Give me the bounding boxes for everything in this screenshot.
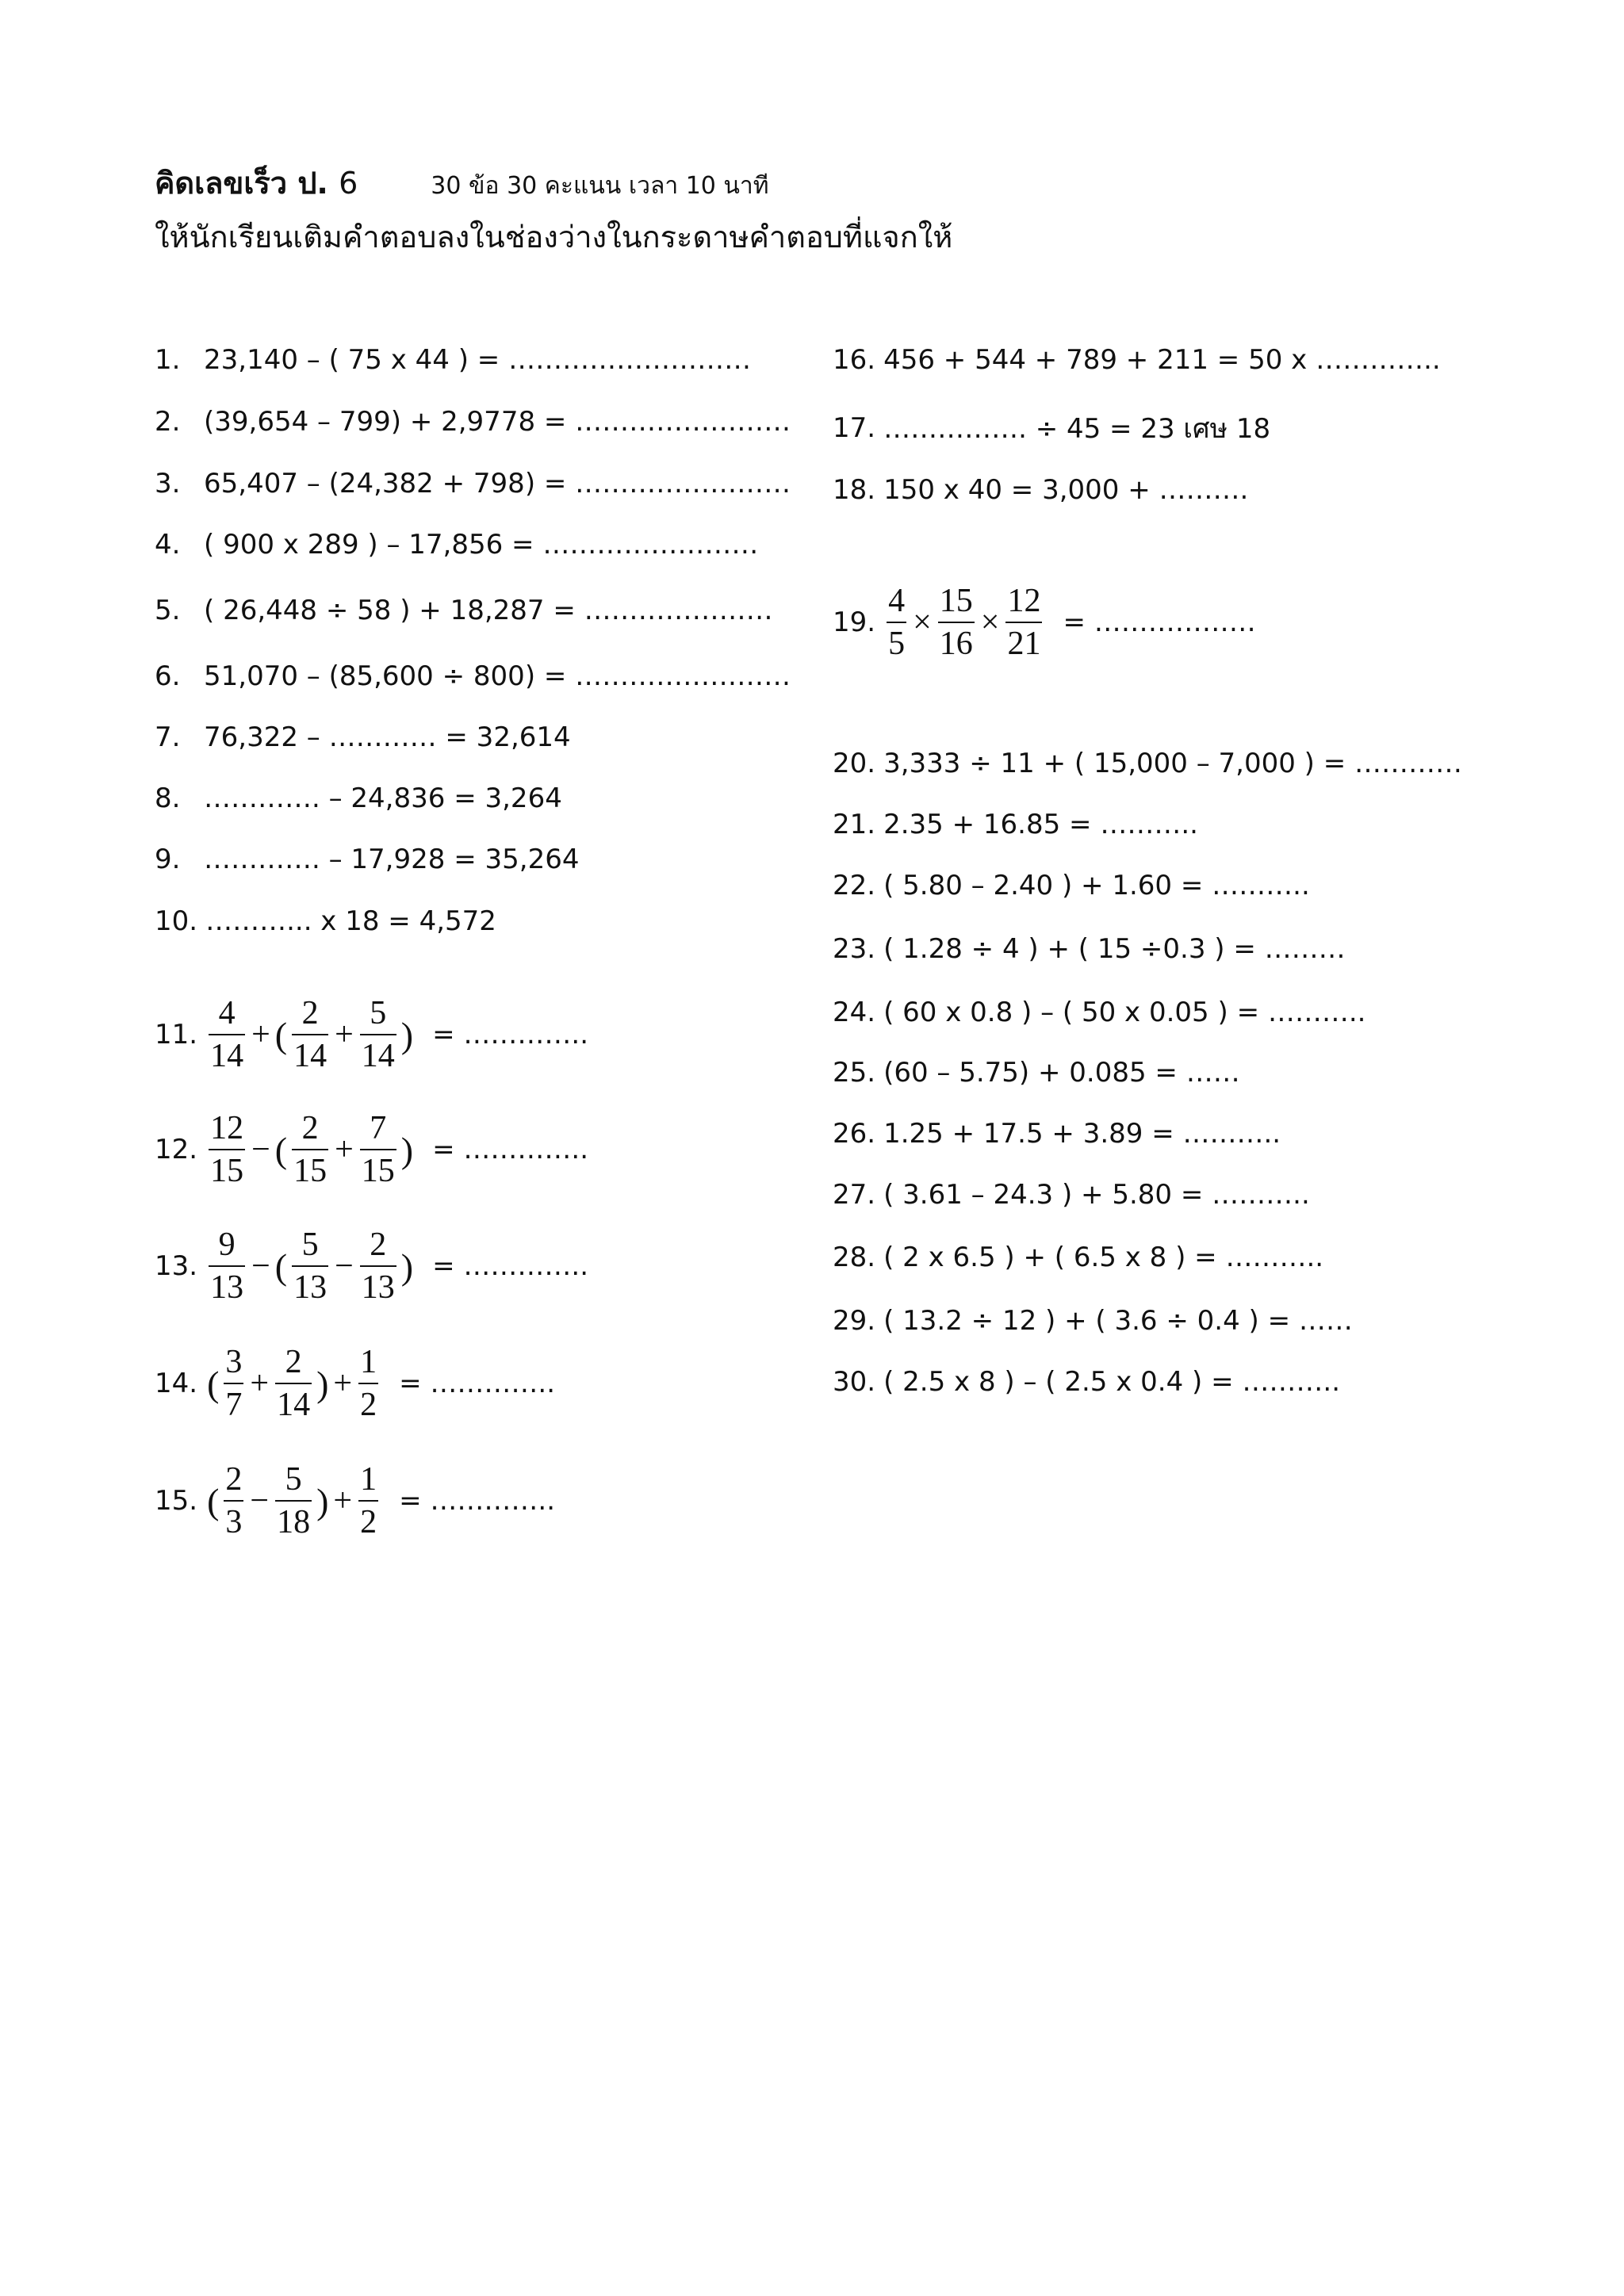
question-number: 15. xyxy=(155,1485,198,1517)
fraction-bar xyxy=(275,1383,312,1384)
question-text: ( 2.5 x 8 ) – ( 2.5 x 0.4 ) = ……….. xyxy=(883,1366,1341,1398)
question-number: 20. xyxy=(833,748,876,779)
question-number: 13. xyxy=(155,1250,198,1282)
title-text: คิดเลขเร็ว ป. xyxy=(155,166,328,201)
question-text: 1.25 + 17.5 + 3.89 = ……….. xyxy=(883,1118,1281,1150)
fraction xyxy=(224,1344,243,1423)
fraction xyxy=(938,583,975,662)
denominator: 13 xyxy=(361,1269,395,1306)
question-number: 4. xyxy=(155,529,181,561)
operator: + xyxy=(333,1365,353,1402)
question-text: ( 26,448 ÷ 58 ) + 18,287 = ………………… xyxy=(204,595,773,626)
numerator: 4 xyxy=(888,582,906,619)
question-number: 6. xyxy=(155,660,181,692)
question-text: 76,322 – ………… = 32,614 xyxy=(204,721,571,753)
question-27 xyxy=(833,1171,1310,1219)
question-9 xyxy=(155,836,579,883)
numerator: 4 xyxy=(218,994,236,1031)
question-20 xyxy=(833,740,1462,787)
operator: − xyxy=(335,1248,354,1284)
denominator: 2 xyxy=(360,1387,377,1423)
numerator: 12 xyxy=(210,1109,244,1146)
question-text: …………. – 24,836 = 3,264 xyxy=(204,783,562,814)
fraction-bar xyxy=(887,622,906,623)
question-number: 5. xyxy=(155,595,181,626)
question-29 xyxy=(833,1297,1353,1345)
open-paren: ( xyxy=(274,1129,288,1170)
grade-number: 6 xyxy=(339,166,358,201)
fraction xyxy=(360,1110,396,1189)
answer-blank: = ………….. xyxy=(432,1019,589,1050)
fraction-bar xyxy=(292,1034,328,1035)
numerator: 2 xyxy=(225,1460,243,1498)
question-number: 17. xyxy=(833,412,876,444)
question-text: 65,407 – (24,382 + 798) = …………………… xyxy=(204,468,791,499)
denominator: 14 xyxy=(210,1038,244,1074)
fraction-bar xyxy=(224,1383,243,1384)
answer-blank: = ………….. xyxy=(399,1368,556,1399)
fraction xyxy=(1005,583,1042,662)
open-paren: ( xyxy=(274,1014,288,1055)
question-text: ( 5.80 – 2.40 ) + 1.60 = ……….. xyxy=(883,870,1310,901)
question-text: ( 2 x 6.5 ) + ( 6.5 x 8 ) = ……….. xyxy=(883,1242,1324,1273)
question-22 xyxy=(833,862,1310,909)
question-5 xyxy=(155,587,773,634)
fraction-bar xyxy=(358,1383,378,1384)
question-4 xyxy=(155,521,758,568)
operator: − xyxy=(251,1131,270,1168)
fraction-bar xyxy=(209,1265,245,1267)
question-number: 19. xyxy=(833,607,876,638)
operator: + xyxy=(251,1016,270,1053)
question-25 xyxy=(833,1049,1240,1096)
question-text: ( 13.2 ÷ 12 ) + ( 3.6 ÷ 0.4 ) = …… xyxy=(883,1305,1353,1337)
fraction-bar xyxy=(360,1034,396,1035)
fraction-expression xyxy=(205,1461,381,1540)
numerator: 2 xyxy=(301,1109,319,1146)
operator: − xyxy=(250,1483,270,1519)
page-title xyxy=(155,159,358,207)
question-number: 24. xyxy=(833,997,876,1028)
question-number: 23. xyxy=(833,933,876,965)
denominator: 14 xyxy=(361,1038,395,1074)
fraction-bar xyxy=(224,1500,243,1502)
denominator: 3 xyxy=(225,1504,243,1540)
denominator: 15 xyxy=(293,1153,327,1189)
fraction-expression xyxy=(205,1226,415,1306)
denominator: 7 xyxy=(225,1387,243,1423)
question-text: 2.35 + 16.85 = ……….. xyxy=(883,809,1198,840)
denominator: 16 xyxy=(939,626,973,662)
answer-blank: = ………….. xyxy=(399,1485,556,1517)
operator: + xyxy=(335,1016,354,1053)
fraction xyxy=(275,1344,312,1423)
question-16 xyxy=(833,336,1441,384)
question-number: 16. xyxy=(833,344,876,376)
question-3 xyxy=(155,460,791,507)
numerator: 7 xyxy=(370,1109,387,1146)
numerator: 3 xyxy=(225,1343,243,1380)
question-number: 22. xyxy=(833,870,876,901)
question-text: ( 3.61 – 24.3 ) + 5.80 = ……….. xyxy=(883,1179,1310,1211)
denominator: 5 xyxy=(888,626,906,662)
numerator: 9 xyxy=(218,1226,236,1263)
denominator: 14 xyxy=(293,1038,327,1074)
question-26 xyxy=(833,1110,1281,1158)
operator: + xyxy=(333,1483,353,1519)
numerator: 1 xyxy=(360,1460,377,1498)
question-text: 456 + 544 + 789 + 211 = 50 x ………….. xyxy=(883,344,1441,376)
question-number: 1. xyxy=(155,344,181,376)
numerator: 5 xyxy=(370,994,387,1031)
denominator: 18 xyxy=(277,1504,311,1540)
question-24 xyxy=(833,989,1365,1036)
question-23 xyxy=(833,925,1346,973)
fraction-bar xyxy=(938,622,975,623)
denominator: 13 xyxy=(293,1269,327,1306)
fraction-expression xyxy=(205,995,415,1074)
fraction xyxy=(360,1226,396,1306)
fraction xyxy=(209,1110,245,1189)
numerator: 5 xyxy=(301,1226,319,1263)
question-11 xyxy=(155,991,588,1078)
denominator: 2 xyxy=(360,1504,377,1540)
question-number: 3. xyxy=(155,468,181,499)
denominator: 13 xyxy=(210,1269,244,1306)
question-number: 28. xyxy=(833,1242,876,1273)
fraction-expression xyxy=(883,583,1045,662)
fraction xyxy=(358,1461,378,1540)
answer-blank: = ………….. xyxy=(432,1250,589,1282)
close-paren: ) xyxy=(400,1014,414,1055)
question-6 xyxy=(155,652,791,700)
fraction-bar xyxy=(358,1500,378,1502)
question-number: 26. xyxy=(833,1118,876,1150)
header xyxy=(155,159,769,206)
question-number: 25. xyxy=(833,1057,876,1089)
operator: × xyxy=(980,604,1000,641)
numerator: 15 xyxy=(939,582,973,619)
numerator: 2 xyxy=(301,994,319,1031)
fraction-bar xyxy=(292,1149,328,1150)
question-text: ……………. ÷ 45 = 23 เศษ 18 xyxy=(883,413,1271,445)
fraction-bar xyxy=(1005,622,1042,623)
question-text: 150 x 40 = 3,000 + ………. xyxy=(883,474,1249,506)
question-13 xyxy=(155,1223,588,1310)
question-8 xyxy=(155,775,562,822)
fraction-expression xyxy=(205,1344,381,1423)
open-paren: ( xyxy=(207,1480,220,1521)
question-12 xyxy=(155,1106,588,1193)
fraction xyxy=(887,583,906,662)
question-number: 11. xyxy=(155,1019,198,1050)
operator: + xyxy=(250,1365,270,1402)
question-number: 21. xyxy=(833,809,876,840)
close-paren: ) xyxy=(400,1129,414,1170)
fraction xyxy=(358,1344,378,1423)
question-text: 3,333 ÷ 11 + ( 15,000 – 7,000 ) = ………… xyxy=(883,748,1463,779)
fraction-bar xyxy=(292,1265,328,1267)
question-18 xyxy=(833,466,1248,514)
fraction xyxy=(209,995,245,1074)
question-text: (39,654 – 799) + 2,9778 = …………………… xyxy=(204,406,791,438)
question-17 xyxy=(833,404,1270,452)
question-number: 12. xyxy=(155,1134,198,1165)
question-number: 7. xyxy=(155,721,181,753)
fraction-bar xyxy=(360,1265,396,1267)
denominator: 14 xyxy=(277,1387,311,1423)
fraction-expression xyxy=(205,1110,415,1189)
question-19 xyxy=(833,579,1256,666)
question-number: 27. xyxy=(833,1179,876,1211)
fraction xyxy=(224,1461,243,1540)
instruction: ให้นักเรียนเติมคำตอบลงในช่องว่างในกระดาษคำตอบที่แจกให้ xyxy=(155,220,953,254)
close-paren: ) xyxy=(400,1246,414,1287)
question-number: 10. xyxy=(155,905,198,937)
operator: − xyxy=(251,1248,270,1284)
fraction xyxy=(209,1226,245,1306)
close-paren: ) xyxy=(316,1363,329,1404)
test-meta: 30 ข้อ 30 คะแนน เวลา 10 นาที xyxy=(431,172,769,200)
question-15 xyxy=(155,1457,555,1544)
denominator: 21 xyxy=(1007,626,1041,662)
fraction-bar xyxy=(209,1034,245,1035)
denominator: 15 xyxy=(210,1153,244,1189)
question-number: 18. xyxy=(833,474,876,506)
operator: + xyxy=(335,1131,354,1168)
open-paren: ( xyxy=(274,1246,288,1287)
question-text: ( 900 x 289 ) – 17,856 = …………………… xyxy=(204,529,759,561)
question-7 xyxy=(155,714,571,761)
numerator: 12 xyxy=(1007,582,1041,619)
question-number: 2. xyxy=(155,406,181,438)
fraction-bar xyxy=(360,1149,396,1150)
question-number: 9. xyxy=(155,844,181,875)
fraction xyxy=(292,1226,328,1306)
question-28 xyxy=(833,1234,1323,1281)
fraction-bar xyxy=(275,1500,312,1502)
question-number: 14. xyxy=(155,1368,198,1399)
fraction xyxy=(292,1110,328,1189)
numerator: 5 xyxy=(285,1460,302,1498)
fraction xyxy=(292,995,328,1074)
question-text: ………... x 18 = 4,572 xyxy=(205,905,496,937)
answer-blank: = ……………… xyxy=(1063,607,1256,638)
question-text: ( 1.28 ÷ 4 ) + ( 15 ÷0.3 ) = ……… xyxy=(883,933,1346,965)
question-10 xyxy=(155,897,496,945)
operator: × xyxy=(913,604,932,641)
question-text: ( 60 x 0.8 ) – ( 50 x 0.05 ) = ……….. xyxy=(883,997,1366,1028)
fraction-bar xyxy=(209,1149,245,1150)
question-text: 23,140 – ( 75 x 44 ) = ……………………… xyxy=(204,344,752,376)
denominator: 15 xyxy=(361,1153,395,1189)
question-30 xyxy=(833,1358,1340,1406)
answer-blank: = ………….. xyxy=(432,1134,589,1165)
question-21 xyxy=(833,801,1198,848)
numerator: 1 xyxy=(360,1343,377,1380)
question-text: …………. – 17,928 = 35,264 xyxy=(204,844,580,875)
question-number: 29. xyxy=(833,1305,876,1337)
question-number: 8. xyxy=(155,783,181,814)
question-number: 30. xyxy=(833,1366,876,1398)
fraction xyxy=(275,1461,312,1540)
question-text: (60 – 5.75) + 0.085 = …… xyxy=(883,1057,1240,1089)
question-text: 51,070 – (85,600 ÷ 800) = …………………… xyxy=(204,660,791,692)
numerator: 2 xyxy=(370,1226,387,1263)
question-14 xyxy=(155,1340,555,1427)
fraction xyxy=(360,995,396,1074)
numerator: 2 xyxy=(285,1343,302,1380)
open-paren: ( xyxy=(207,1363,220,1404)
close-paren: ) xyxy=(316,1480,329,1521)
question-2 xyxy=(155,398,791,446)
question-1 xyxy=(155,336,751,384)
